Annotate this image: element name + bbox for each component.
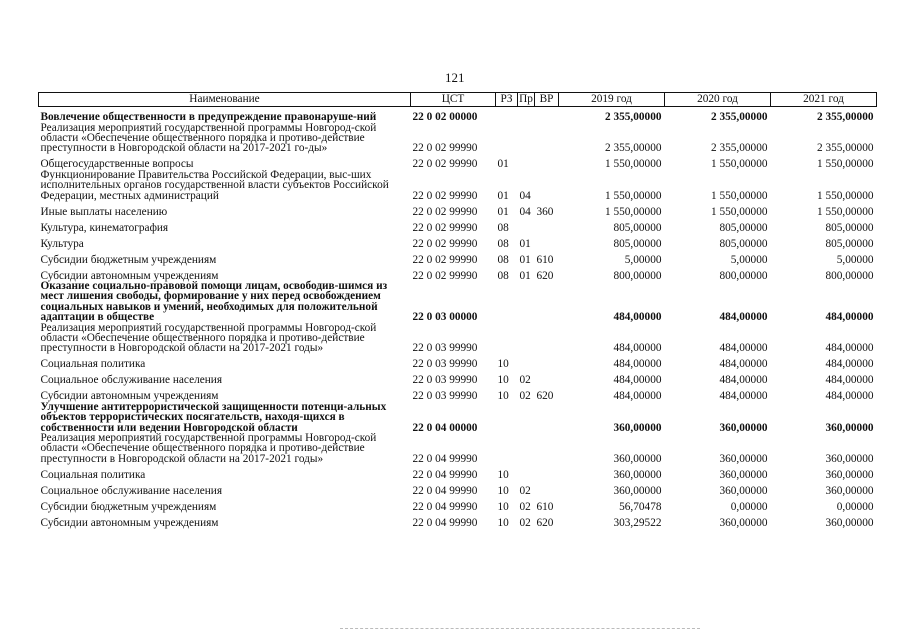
cell-rz: 10 — [497, 358, 509, 371]
cell-cst: 22 0 02 99990 — [412, 158, 478, 171]
cell-2020: 805,00000 — [719, 237, 768, 250]
cell-rz — [496, 323, 518, 354]
cell-2021: 484,00000 — [825, 358, 874, 371]
cell-name: Субсидии автономным учреждениям — [40, 390, 219, 403]
cell-cst: 22 0 03 99990 — [412, 390, 478, 403]
header-2021: 2021 год — [771, 93, 877, 107]
table-row — [39, 107, 877, 123]
table-row — [39, 170, 877, 201]
cell-2019: 484,00000 — [613, 311, 662, 324]
table-row — [39, 323, 877, 354]
cell-pr — [518, 123, 535, 154]
cell-2021: 2 355,00000 — [817, 142, 874, 155]
cell-rz: 01 — [497, 189, 509, 202]
table-row — [39, 464, 877, 480]
cell-name: Социальное обслуживание населения — [40, 484, 223, 497]
cell-pr: 04 — [519, 189, 531, 202]
cell-cst: 22 0 04 99990 — [412, 516, 478, 529]
cell-pr: 02 — [519, 516, 531, 529]
cell-vr — [535, 464, 559, 480]
cell-2021: 484,00000 — [825, 390, 874, 403]
table-row — [39, 370, 877, 386]
cell-name: Реализация мероприятий государственной программы Новгород-ской области «Обеспечение общественного порядка и противо-действие преступности в Новгородской области на 2017-2021 го-ды» — [40, 121, 377, 155]
cell-2021: 1 550,00000 — [817, 189, 874, 202]
cell-rz — [496, 281, 518, 323]
cell-2020: 5,00000 — [730, 253, 768, 266]
cell-pr: 02 — [519, 374, 531, 387]
cell-2019: 484,00000 — [613, 390, 662, 403]
cell-rz: 10 — [497, 390, 509, 403]
table-row — [39, 233, 877, 249]
cell-pr: 01 — [519, 237, 531, 250]
cell-name: Реализация мероприятий государственной программы Новгород-ской области «Обеспечение общественного порядка и противо-действие преступности в Новгородской области на 2017-2021 годы» — [40, 432, 377, 465]
cell-rz: 01 — [497, 158, 509, 171]
cell-cst: 22 0 03 00000 — [412, 311, 478, 324]
cell-pr — [518, 433, 535, 464]
cell-cst: 22 0 03 99990 — [412, 358, 478, 371]
table-row — [39, 281, 877, 323]
cell-vr: 620 — [536, 516, 554, 529]
cell-2020: 360,00000 — [719, 484, 768, 497]
cell-2020: 484,00000 — [719, 374, 768, 387]
cell-pr — [518, 107, 535, 123]
cell-name: Вовлечение общественности в предупреждение правонаруше-ний — [40, 111, 377, 124]
cell-name: Субсидии бюджетным учреждениям — [40, 253, 217, 266]
cell-rz: 10 — [497, 484, 509, 497]
cell-2020: 1 550,00000 — [711, 205, 768, 218]
table-row — [39, 217, 877, 233]
cell-cst: 22 0 04 99990 — [412, 468, 478, 481]
cell-vr: 620 — [536, 269, 554, 282]
cell-2021: 484,00000 — [825, 374, 874, 387]
cell-cst: 22 0 04 99990 — [412, 500, 478, 513]
cell-vr: 610 — [536, 253, 554, 266]
cell-2019: 2 355,00000 — [605, 111, 662, 124]
cell-2019: 360,00000 — [613, 421, 662, 434]
cell-2020: 360,00000 — [719, 516, 768, 529]
cell-2020: 484,00000 — [719, 311, 768, 324]
cell-rz: 10 — [497, 500, 509, 513]
cell-2019: 805,00000 — [613, 221, 662, 234]
cell-2019: 484,00000 — [613, 358, 662, 371]
cell-pr: 01 — [519, 253, 531, 266]
cell-2020: 360,00000 — [719, 421, 768, 434]
cell-2021: 0,00000 — [836, 500, 874, 513]
cell-cst: 22 0 02 99990 — [412, 221, 478, 234]
cell-2020: 360,00000 — [719, 452, 768, 465]
cell-pr — [518, 217, 535, 233]
cell-vr — [535, 217, 559, 233]
cell-rz: 10 — [497, 468, 509, 481]
cell-pr — [518, 281, 535, 323]
cell-pr: 01 — [519, 269, 531, 282]
cell-name: Культура, кинематография — [40, 221, 169, 234]
table-row — [39, 402, 877, 433]
cell-2019: 1 550,00000 — [605, 158, 662, 171]
cell-vr — [535, 281, 559, 323]
cell-vr — [535, 170, 559, 201]
table-row — [39, 480, 877, 496]
cell-rz: 08 — [497, 253, 509, 266]
cell-vr — [535, 433, 559, 464]
cell-2021: 360,00000 — [825, 484, 874, 497]
cell-vr — [535, 107, 559, 123]
cell-2021: 360,00000 — [825, 468, 874, 481]
cell-name: Субсидии бюджетным учреждениям — [40, 500, 217, 513]
cell-2019: 800,00000 — [613, 269, 662, 282]
cell-cst: 22 0 02 99990 — [412, 142, 478, 155]
cell-cst: 22 0 02 99990 — [412, 253, 478, 266]
budget-table — [38, 92, 877, 528]
table-row — [39, 201, 877, 217]
cell-2020: 2 355,00000 — [711, 142, 768, 155]
cell-name: Иные выплаты населению — [40, 205, 168, 218]
cell-2019: 360,00000 — [613, 468, 662, 481]
cell-pr — [518, 402, 535, 433]
table-row — [39, 433, 877, 464]
header-2019: 2019 год — [559, 93, 665, 107]
cell-cst: 22 0 03 99990 — [412, 342, 478, 355]
cell-2021: 805,00000 — [825, 237, 874, 250]
cell-2021: 1 550,00000 — [817, 205, 874, 218]
table-body — [39, 107, 877, 529]
page-number: 121 — [445, 70, 465, 85]
cell-pr: 02 — [519, 500, 531, 513]
header-cst: ЦСТ — [411, 93, 496, 107]
cell-cst: 22 0 03 99990 — [412, 374, 478, 387]
cell-2020: 0,00000 — [730, 500, 768, 513]
cell-2021: 800,00000 — [825, 269, 874, 282]
cell-cst: 22 0 02 99990 — [412, 237, 478, 250]
cell-rz — [496, 107, 518, 123]
header-rz: РЗ — [496, 93, 518, 107]
cell-name: Субсидии автономным учреждениям — [40, 516, 219, 529]
cell-2020: 805,00000 — [719, 221, 768, 234]
cell-rz: 08 — [497, 237, 509, 250]
cell-2019: 1 550,00000 — [605, 189, 662, 202]
cell-2019: 2 355,00000 — [605, 142, 662, 155]
cell-vr — [535, 370, 559, 386]
cell-2021: 484,00000 — [825, 311, 874, 324]
cell-2020: 1 550,00000 — [711, 189, 768, 202]
header-name: Наименование — [39, 93, 411, 107]
cell-2021: 360,00000 — [825, 516, 874, 529]
table-row — [39, 154, 877, 170]
cell-2021: 2 355,00000 — [817, 111, 874, 124]
cell-rz: 01 — [497, 205, 509, 218]
cell-2019: 805,00000 — [613, 237, 662, 250]
cell-pr — [518, 323, 535, 354]
cell-vr — [535, 323, 559, 354]
cell-vr — [535, 354, 559, 370]
table-row — [39, 512, 877, 528]
cell-2020: 484,00000 — [719, 390, 768, 403]
cell-pr — [518, 464, 535, 480]
cell-cst: 22 0 04 00000 — [412, 421, 478, 434]
cell-2019: 5,00000 — [624, 253, 662, 266]
table-row — [39, 123, 877, 154]
cell-name: Улучшение антитеррористической защищенности потенци-альных объектов террористических посягательств, находя-щихся в собственности или ведении Новгородской области — [40, 400, 387, 434]
cell-cst: 22 0 04 99990 — [412, 452, 478, 465]
cell-2019: 56,70478 — [619, 500, 662, 513]
cell-name: Социальное обслуживание населения — [40, 374, 223, 387]
cell-name: Функционирование Правительства Российской Федерации, выс-ших исполнительных органов государственной власти субъектов Российской Федерации, местных администраций — [40, 168, 389, 202]
cell-2021: 360,00000 — [825, 452, 874, 465]
cell-2020: 800,00000 — [719, 269, 768, 282]
header-vr: ВР — [535, 93, 559, 107]
cell-vr — [535, 233, 559, 249]
cell-pr: 04 — [519, 205, 531, 218]
cell-2019: 1 550,00000 — [605, 205, 662, 218]
footer-divider — [340, 628, 700, 630]
cell-2021: 1 550,00000 — [817, 158, 874, 171]
table-row — [39, 386, 877, 402]
cell-2020: 484,00000 — [719, 342, 768, 355]
cell-cst: 22 0 02 99990 — [412, 189, 478, 202]
table-header — [39, 93, 877, 107]
cell-rz — [496, 123, 518, 154]
cell-vr: 610 — [536, 500, 554, 513]
cell-2021: 360,00000 — [825, 421, 874, 434]
cell-vr: 620 — [536, 390, 554, 403]
cell-vr — [535, 480, 559, 496]
cell-pr — [518, 154, 535, 170]
cell-rz: 08 — [497, 269, 509, 282]
cell-pr — [518, 354, 535, 370]
cell-cst: 22 0 02 99990 — [412, 269, 478, 282]
cell-2020: 360,00000 — [719, 468, 768, 481]
cell-vr — [535, 123, 559, 154]
cell-2021: 484,00000 — [825, 342, 874, 355]
cell-2021: 5,00000 — [836, 253, 874, 266]
cell-2019: 360,00000 — [613, 484, 662, 497]
cell-2020: 2 355,00000 — [711, 111, 768, 124]
cell-2020: 1 550,00000 — [711, 158, 768, 171]
cell-name: Культура — [40, 237, 84, 250]
table-row — [39, 249, 877, 265]
cell-rz: 10 — [497, 374, 509, 387]
cell-name: Общегосударственные вопросы — [40, 158, 194, 171]
cell-vr — [535, 402, 559, 433]
cell-2021: 805,00000 — [825, 221, 874, 234]
cell-rz: 08 — [497, 221, 509, 234]
cell-vr — [535, 154, 559, 170]
header-2020: 2020 год — [665, 93, 771, 107]
cell-2019: 484,00000 — [613, 342, 662, 355]
cell-rz — [496, 402, 518, 433]
cell-2019: 360,00000 — [613, 452, 662, 465]
cell-name: Оказание социально-правовой помощи лицам, освободив-шимся из мест лишения свободы, формирование у них перед освобождением социальных навыков и умений, необходимых для положительной адаптации в обществе — [40, 279, 388, 324]
header-pr: Пр — [519, 93, 533, 106]
cell-name: Реализация мероприятий государственной программы Новгород-ской области «Обеспечение общественного порядка и противо-действие преступности в Новгородской области на 2017-2021 годы» — [40, 321, 377, 355]
cell-cst: 22 0 02 99990 — [412, 205, 478, 218]
cell-name: Социальная политика — [40, 468, 146, 481]
cell-2020: 484,00000 — [719, 358, 768, 371]
table-row — [39, 354, 877, 370]
cell-pr: 02 — [519, 390, 531, 403]
cell-name: Субсидии автономным учреждениям — [40, 269, 219, 282]
table-row — [39, 265, 877, 281]
cell-2019: 303,29522 — [613, 516, 662, 529]
cell-cst: 22 0 04 99990 — [412, 484, 478, 497]
cell-pr: 02 — [519, 484, 531, 497]
cell-rz: 10 — [497, 516, 509, 529]
cell-2019: 484,00000 — [613, 374, 662, 387]
cell-rz — [496, 433, 518, 464]
cell-vr: 360 — [536, 205, 554, 218]
cell-cst: 22 0 02 00000 — [412, 111, 478, 124]
table-row — [39, 496, 877, 512]
cell-name: Социальная политика — [40, 358, 146, 371]
